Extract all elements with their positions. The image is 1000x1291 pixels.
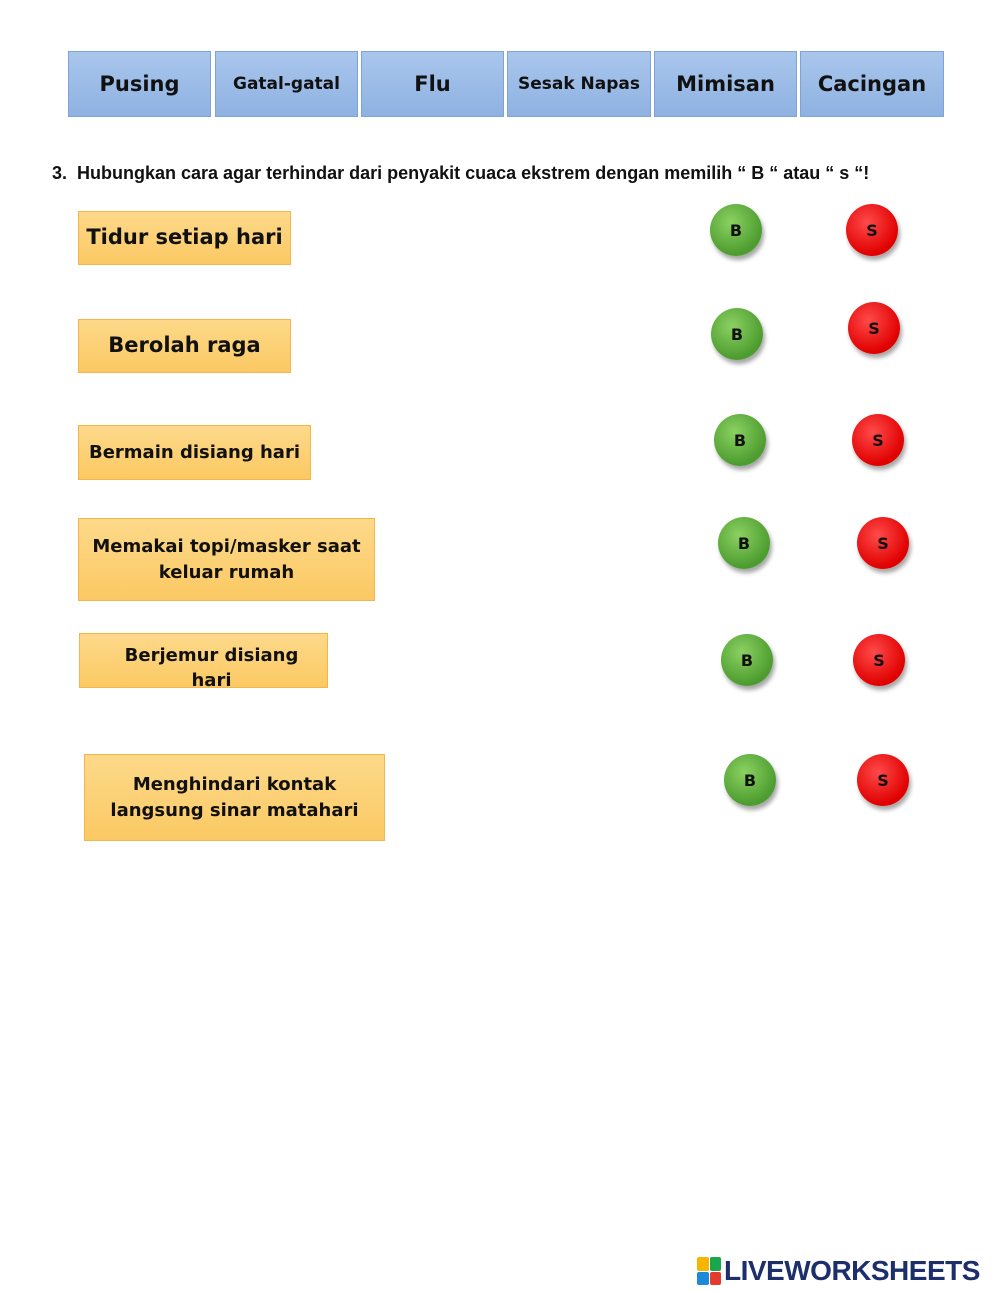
word-bank-item[interactable] xyxy=(507,51,651,117)
statement-card xyxy=(78,425,311,480)
statement-text: Bermain disiang hari xyxy=(88,441,301,463)
word-bank-label: Pusing xyxy=(99,72,180,96)
salah-button[interactable] xyxy=(857,754,909,806)
benar-label: B xyxy=(733,430,747,450)
liveworksheets-logo xyxy=(697,1254,980,1288)
benar-button[interactable] xyxy=(711,308,763,360)
salah-label: S xyxy=(877,533,889,553)
salah-button[interactable] xyxy=(852,414,904,466)
salah-label: S xyxy=(873,650,885,670)
statement-text: Memakai topi/masker saat xyxy=(92,536,361,558)
question-text: Hubungkan cara agar terhindar dari penyakit cuaca ekstrem dengan memilih “ B “ atau “ s “! xyxy=(77,163,870,183)
statement-text-line2: langsung sinar matahari xyxy=(110,799,359,821)
word-bank xyxy=(68,51,944,119)
salah-label: S xyxy=(868,318,880,338)
statement-card xyxy=(78,319,291,373)
statement-card xyxy=(78,211,291,265)
word-bank-item[interactable] xyxy=(215,51,358,117)
statement-text: Tidur setiap hari xyxy=(86,225,283,250)
benar-label: B xyxy=(730,324,744,344)
word-bank-item[interactable] xyxy=(68,51,211,117)
statement-text: Berolah raga xyxy=(108,333,261,358)
salah-button[interactable] xyxy=(853,634,905,686)
salah-button[interactable] xyxy=(848,302,900,354)
word-bank-item[interactable] xyxy=(361,51,504,117)
benar-button[interactable] xyxy=(710,204,762,256)
salah-label: S xyxy=(872,430,884,450)
benar-label: B xyxy=(740,650,754,670)
logo-text: LIVEWORKSHEETS xyxy=(724,1255,980,1286)
word-bank-label: Gatal-gatal xyxy=(233,74,340,94)
benar-button[interactable] xyxy=(724,754,776,806)
liveworksheets-logo-icon xyxy=(697,1257,721,1285)
benar-button[interactable] xyxy=(721,634,773,686)
statement-card xyxy=(84,754,385,841)
benar-label: B xyxy=(737,533,751,553)
salah-label: S xyxy=(866,220,878,240)
statement-card xyxy=(79,633,328,692)
salah-button[interactable] xyxy=(846,204,898,256)
statement-text: Berjemur disiang hari xyxy=(124,645,299,692)
word-bank-label: Flu xyxy=(414,72,451,96)
word-bank-label: Cacingan xyxy=(817,72,927,96)
salah-button[interactable] xyxy=(857,517,909,569)
benar-label: B xyxy=(729,220,743,240)
statement-text-line2: keluar rumah xyxy=(158,561,295,583)
word-bank-item[interactable] xyxy=(800,51,944,117)
word-bank-item[interactable] xyxy=(654,51,797,117)
benar-button[interactable] xyxy=(714,414,766,466)
statement-card xyxy=(78,518,375,601)
word-bank-label: Sesak Napas xyxy=(517,74,641,94)
benar-button[interactable] xyxy=(718,517,770,569)
question-number: 3. xyxy=(52,163,68,183)
salah-label: S xyxy=(877,770,889,790)
word-bank-label: Mimisan xyxy=(676,72,775,96)
question-prompt xyxy=(52,163,952,184)
statement-text: Menghindari kontak xyxy=(132,774,337,796)
benar-label: B xyxy=(743,770,757,790)
